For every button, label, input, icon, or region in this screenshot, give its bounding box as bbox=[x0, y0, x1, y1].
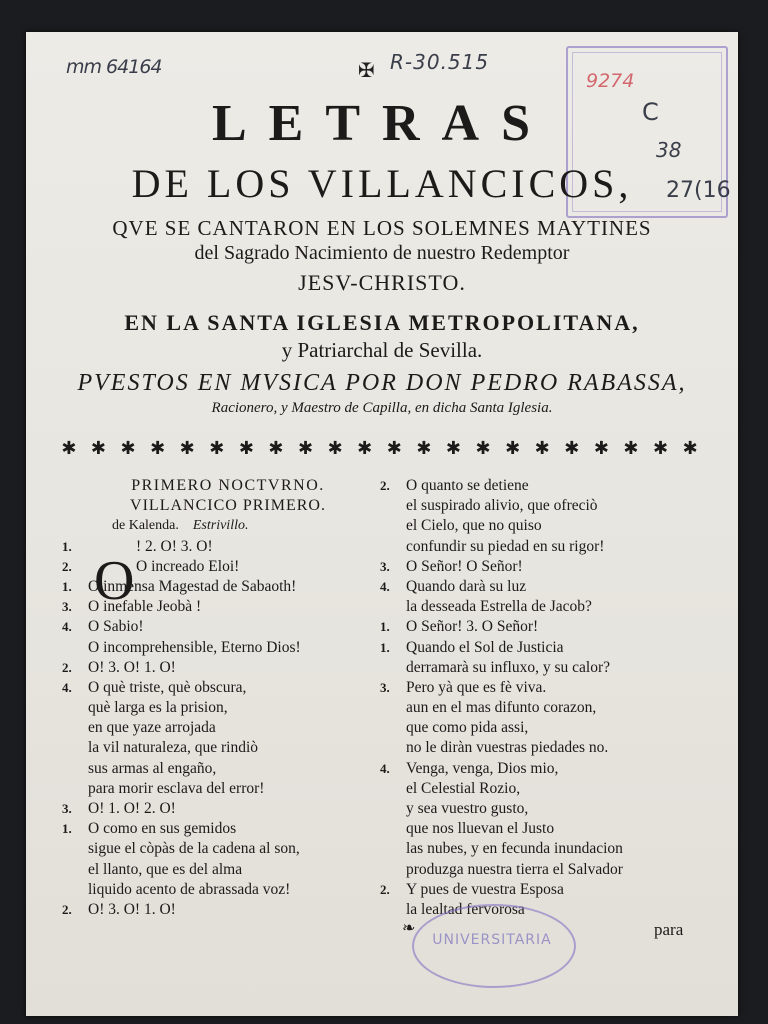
verse-text: el llanto, que es del alma bbox=[88, 860, 243, 878]
asterisk-divider: ✱ ✱ ✱ ✱ ✱ ✱ ✱ ✱ ✱ ✱ ✱ ✱ ✱ ✱ ✱ ✱ ✱ ✱ ✱ ✱ ✱ ✱ bbox=[61, 438, 703, 458]
verse-text: O increado Eloi! bbox=[136, 557, 240, 575]
verse-text: O què triste, què obscura, bbox=[88, 678, 247, 696]
verse-text: Quando darà su luz bbox=[406, 577, 527, 595]
voice-number: 2. bbox=[380, 881, 390, 897]
verse-line bbox=[62, 779, 394, 799]
verse-line bbox=[380, 496, 720, 516]
handwritten-38: 38 bbox=[656, 138, 682, 162]
verse-line bbox=[380, 557, 720, 577]
verse-text: no le diràn vuestras piedades no. bbox=[406, 739, 609, 757]
handwritten-reference: R-30.515 bbox=[390, 50, 490, 74]
verse-line bbox=[380, 738, 720, 758]
verse-text: la desseada Estrella de Jacob? bbox=[406, 598, 592, 616]
voice-number: 4. bbox=[62, 679, 72, 695]
verse-text: el Cielo, que no quiso bbox=[406, 517, 542, 535]
verse-line bbox=[62, 678, 394, 698]
verse-line bbox=[380, 617, 720, 637]
verse-text: Y pues de vuestra Esposa bbox=[406, 880, 564, 898]
page-title: LETRAS bbox=[211, 95, 553, 152]
voice-number: 2. bbox=[62, 659, 72, 675]
verse-text: O inmensa Magestad de Sabaoth! bbox=[88, 577, 297, 595]
verse-line bbox=[380, 880, 720, 900]
verse-text: las nubes, y en fecunda inundacion bbox=[406, 840, 623, 858]
verse-line bbox=[62, 698, 394, 718]
verse-line bbox=[380, 718, 720, 738]
university-stamp-text: UNIVERSITARIA bbox=[432, 932, 552, 948]
title-line-5: EN LA SANTA IGLESIA METROPOLITANA, bbox=[124, 310, 640, 335]
voice-number: 4. bbox=[380, 760, 390, 776]
verse-text: O Señor! 3. O Señor! bbox=[406, 618, 539, 636]
verse-line bbox=[380, 597, 720, 617]
verse-line bbox=[62, 900, 394, 920]
stamp-number: 9274 bbox=[586, 70, 635, 92]
title-line-2: QVE SE CANTARON EN LOS SOLEMNES MAYTINES bbox=[112, 216, 652, 240]
verse-text: què larga es la prision, bbox=[88, 699, 228, 717]
verse-text: que nos lluevan el Justo bbox=[406, 820, 555, 838]
composer-title-line: Racionero, y Maestro de Capilla, en dicha Santa Iglesia. bbox=[211, 400, 553, 416]
verse-line bbox=[62, 880, 394, 900]
verse-text: O incomprehensible, Eterno Dios! bbox=[88, 638, 301, 656]
verse-text: O inefable Jeobà ! bbox=[88, 598, 202, 616]
voice-number: 1. bbox=[62, 578, 72, 594]
verse-text: O Sabio! bbox=[88, 618, 144, 636]
handwritten-c: C bbox=[642, 98, 659, 126]
voice-number: 3. bbox=[380, 679, 390, 695]
section-heading: PRIMERO NOCTVRNO. bbox=[131, 477, 325, 494]
verse-text: O como en sus gemidos bbox=[88, 820, 237, 838]
title-line-1: DE LOS VILLANCICOS, bbox=[131, 161, 633, 206]
verse-text: que como pida assi, bbox=[406, 719, 529, 737]
verse-text: O quanto se detiene bbox=[406, 477, 529, 494]
verse-line bbox=[380, 839, 720, 859]
voice-number: 2. bbox=[62, 558, 72, 574]
verse-line bbox=[380, 779, 720, 799]
verse-line bbox=[62, 738, 394, 758]
voice-number: 3. bbox=[62, 599, 72, 615]
verse-line bbox=[62, 617, 394, 637]
fleuron-icon: ❧ bbox=[402, 920, 416, 937]
verse-text: el suspirado alivio, que ofreciò bbox=[406, 497, 598, 515]
voice-number: 2. bbox=[62, 901, 72, 917]
right-verse-list bbox=[380, 476, 720, 920]
verse-line bbox=[380, 860, 720, 880]
villancico-heading: VILLANCICO PRIMERO. bbox=[130, 497, 326, 515]
verse-text: O! 3. O! 1. O! bbox=[88, 900, 176, 918]
verse-text: O Señor! O Señor! bbox=[406, 557, 523, 575]
voice-number: 4. bbox=[380, 578, 390, 594]
verse-line bbox=[380, 658, 720, 678]
verse-line bbox=[380, 698, 720, 718]
voice-number: 1. bbox=[62, 538, 72, 554]
handwritten-stamp-number: 27(16 bbox=[666, 178, 731, 203]
verse-line bbox=[380, 799, 720, 819]
verse-line bbox=[62, 819, 394, 839]
voice-number: 2. bbox=[380, 478, 390, 493]
verse-line bbox=[62, 799, 394, 819]
verse-text: en que yaze arrojada bbox=[88, 719, 216, 737]
handwritten-shelfmark: mm 64164 bbox=[66, 56, 162, 78]
kalenda-label: de Kalenda. bbox=[112, 518, 179, 534]
verse-line bbox=[62, 718, 394, 738]
title-line-4: JESV-CHRISTO. bbox=[298, 270, 466, 295]
voice-number: 1. bbox=[62, 821, 72, 837]
verse-line bbox=[62, 638, 394, 658]
verse-line bbox=[380, 516, 720, 536]
verse-line bbox=[62, 658, 394, 678]
voice-number: 4. bbox=[62, 619, 72, 635]
verse-line bbox=[62, 860, 394, 880]
verse-text: sus armas al engaño, bbox=[88, 759, 217, 777]
subheading bbox=[62, 516, 394, 536]
title-line-6: y Patriarchal de Sevilla. bbox=[281, 338, 483, 362]
verse-line bbox=[380, 638, 720, 658]
verse-text: O! 1. O! 2. O! bbox=[88, 800, 176, 817]
verse-line bbox=[380, 537, 720, 557]
verse-text: la vil naturaleza, que rindiò bbox=[88, 739, 259, 757]
voice-number: 1. bbox=[380, 639, 390, 655]
estrivillo-label: Estrivillo. bbox=[192, 518, 249, 534]
verse-line bbox=[380, 476, 720, 496]
verse-text: confundir su piedad en su rigor! bbox=[406, 537, 605, 555]
left-column bbox=[62, 476, 394, 920]
verse-text: aun en el mas difunto corazon, bbox=[406, 699, 597, 717]
verse-text: la lealtad fervorosa bbox=[406, 900, 525, 918]
title-line-3: del Sagrado Nacimiento de nuestro Redemptor bbox=[194, 242, 570, 264]
verse-text: para morir esclava del error! bbox=[88, 779, 265, 797]
verse-text: liquido acento de abrassada voz! bbox=[88, 880, 291, 898]
voice-number: 3. bbox=[62, 801, 72, 816]
verse-line bbox=[380, 577, 720, 597]
verse-text: derramarà su influxo, y su calor? bbox=[406, 658, 611, 676]
voice-number: 3. bbox=[380, 558, 390, 574]
verse-line bbox=[62, 839, 394, 859]
right-column bbox=[380, 476, 720, 920]
catchword: para bbox=[654, 920, 684, 939]
verse-text: el Celestial Rozio, bbox=[406, 779, 521, 797]
composer-line: PVESTOS EN MVSICA POR DON PEDRO RABASSA, bbox=[77, 370, 687, 396]
verse-text: O! 3. O! 1. O! bbox=[88, 658, 176, 676]
verse-text: Quando el Sol de Justicia bbox=[406, 638, 564, 656]
verse-text: sigue el còpàs de la cadena al son, bbox=[88, 840, 300, 858]
verse-text: produzga nuestra tierra el Salvador bbox=[406, 860, 623, 878]
verse-line bbox=[62, 759, 394, 779]
verse-line bbox=[380, 819, 720, 839]
document-page bbox=[26, 32, 738, 1016]
drop-cap: O bbox=[94, 550, 135, 612]
verse-line bbox=[380, 678, 720, 698]
verse-text: y sea vuestro gusto, bbox=[406, 800, 529, 817]
voice-number: 1. bbox=[380, 619, 390, 635]
verse-text: Pero yà que es fè viva. bbox=[406, 678, 547, 696]
cross-icon: ✠ bbox=[358, 58, 375, 82]
verse-text: ! 2. O! 3. O! bbox=[136, 537, 213, 555]
verse-line bbox=[380, 759, 720, 779]
verse-text: Venga, venga, Dios mio, bbox=[406, 759, 559, 777]
